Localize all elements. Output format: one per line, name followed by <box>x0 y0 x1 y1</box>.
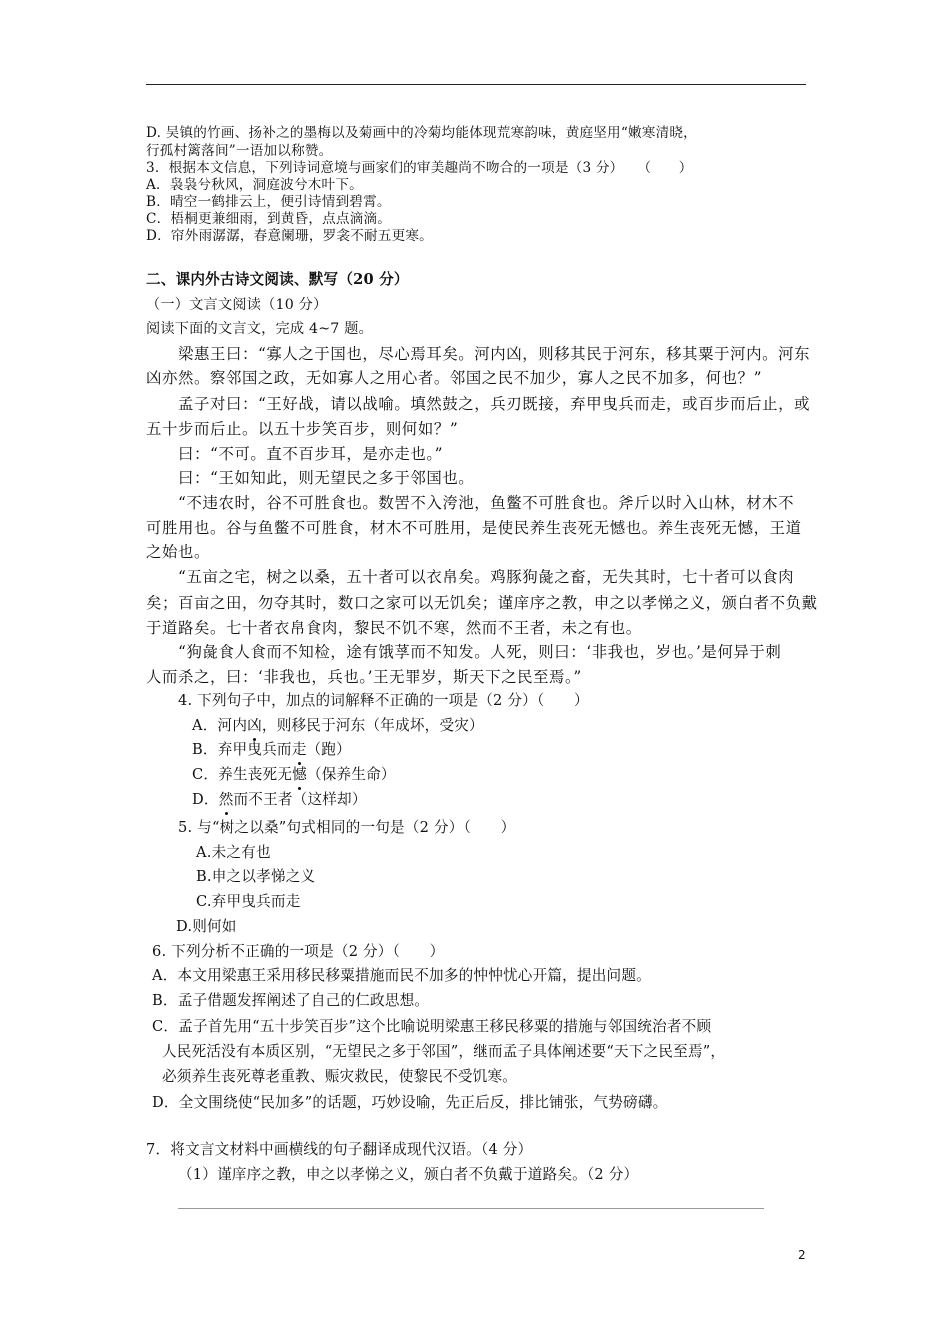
page-number: 2 <box>798 1248 806 1262</box>
q6-option-c-line1: C．孟子首先用“五十步笑百步”这个比喻说明梁惠王移民移粟的措施与邻国统治者不顾 <box>152 1018 712 1035</box>
q7-stem: 7．将文言文材料中画横线的句子翻译成现代汉语。（4 分） <box>146 1141 533 1158</box>
q5-option-a: A.未之有也 <box>196 844 271 861</box>
passage-p5-line3: 之始也。 <box>146 543 210 561</box>
passage-p5-line1: “不违农时，谷不可胜食也。数罟不入洿池，鱼鳖不可胜食也。斧斤以时入山林，材木不 <box>178 494 795 512</box>
q6-option-d: D．全文围绕使“民加多”的话题，巧妙设喻，先正后反，排比铺张，气势磅礴。 <box>152 1094 668 1111</box>
q4-option-c-pre: C．养生丧死无 <box>192 766 293 783</box>
q4-option-b-dotted-word: 走 <box>291 741 307 758</box>
passage-p6-line1: “五亩之宅，树之以桑，五十者可以衣帛矣。鸡豚狗彘之畜，无失其时，七十者可以食肉 <box>178 568 795 586</box>
q6-stem: 6. 下列分析不正确的一项是（2 分）（ ） <box>152 943 445 960</box>
q4-option-c <box>192 765 396 785</box>
answer-line[interactable] <box>178 1208 764 1209</box>
q4-option-d <box>192 790 367 810</box>
q3-option-b: B．晴空一鹤排云上，便引诗情到碧霄。 <box>146 194 391 210</box>
q3-stem: 3．根据本文信息，下列诗词意境与画家们的审美趣尚不吻合的一项是（3 分） （ ） <box>146 160 693 176</box>
q4-option-a <box>192 716 484 736</box>
q4-option-d-post: 而不王者（这样却） <box>233 791 367 808</box>
q5-option-d: D.则何如 <box>176 918 237 935</box>
passage-p6-line2: 矣；百亩之田，勿夺其时，数口之家可以无饥矣；谨庠序之教，申之以孝悌之义，颁白者不负戴 <box>146 594 818 612</box>
passage-p1-line2: 凶亦然。察邻国之政，无如寡人之用心者。邻国之民不加少，寡人之民不加多，何也？” <box>146 369 763 387</box>
passage-p4: 曰：“王如知此，则无望民之多于邻国也。 <box>178 469 475 487</box>
q4-option-b-post: （跑） <box>306 741 351 758</box>
reading-instruction: 阅读下面的文言文，完成 4~7 题。 <box>146 321 373 337</box>
passage-p7-line1: “狗彘食人食而不知检，途有饿莩而不知发。人死，则曰：‘非我也，岁也。’是何异于刺 <box>178 643 782 661</box>
q6-option-b: B．孟子借题发挥阐述了自己的仁政思想。 <box>152 992 430 1009</box>
q5-stem: 5. 与“树之以桑”句式相同的一句是（2 分）（ ） <box>178 819 516 836</box>
q4-option-d-dotted-word: 然 <box>218 791 234 808</box>
q6-option-c-line2: 人民死活没有本质区别，“无望民之多于邻国”，继而孟子具体阐述要“天下之民至焉”， <box>162 1043 726 1060</box>
passage-p1-line1: 梁惠王曰：“寡人之于国也，尽心焉耳矣。河内凶，则移其民于河东，移其粟于河内。河东 <box>178 345 811 363</box>
passage-p2-line2: 五十步而后止。以五十步笑百步，则何如？” <box>146 420 459 438</box>
passage-p7-line2: 人而杀之，曰：‘非我也，兵也。’王无罪岁，斯天下之民至焉。” <box>146 668 582 686</box>
q4-option-c-post: （保养生命） <box>306 766 396 783</box>
q5-option-c: C.弃甲曳兵而走 <box>196 893 301 910</box>
passage-p3: 曰：“不可。直不百步耳，是亦走也。” <box>178 445 444 463</box>
subsection-title: （一）文言文阅读（10 分） <box>146 297 328 313</box>
q6-option-a: A．本文用梁惠王采用移民移粟措施而民不加多的忡忡忧心开篇，提出问题。 <box>152 967 651 984</box>
q4-stem: 4. 下列句子中，加点的词解释不正确的一项是（2 分）（ ） <box>178 692 589 709</box>
header-rule <box>146 84 806 85</box>
q3-option-d: D．帘外雨潺潺，春意阑珊，罗衾不耐五更寒。 <box>146 228 433 244</box>
q3-option-c: C．梧桐更兼细雨，到黄昏，点点滴滴。 <box>146 211 392 227</box>
q6-option-c-line3: 必须养生丧死尊老重教、赈灾救民，使黎民不受饥寒。 <box>162 1068 518 1085</box>
passage-p6-line3: 于道路矣。七十者衣帛食肉，黎民不饥不寒，然而不王者，未之有也。 <box>146 619 642 637</box>
section-title: 二、课内外古诗文阅读、默写（20 分） <box>146 271 409 288</box>
passage-p2-line1: 孟子对曰：“王好战，请以战喻。填然鼓之，兵刃既接，弃甲曳兵而走，或百步而后止，或 <box>178 395 811 413</box>
q4-option-b <box>192 740 351 760</box>
q5-option-b: B.申之以孝悌之义 <box>196 868 316 885</box>
q4-option-a-dotted-word: 凶 <box>247 717 262 734</box>
q4-option-c-dotted-word: 憾 <box>292 766 307 783</box>
q2-option-d-line1: D. 吴镇的竹画、扬补之的墨梅以及菊画中的冷菊均能体现荒寒韵味，黄庭坚用“嫩寒清晓， <box>146 125 697 141</box>
q2-option-d-line2: 行孤村篱落间”一语加以称赞。 <box>146 143 333 159</box>
q3-option-a: A．袅袅兮秋风，洞庭波兮木叶下。 <box>146 177 363 193</box>
q4-option-a-post: ，则移民于河东（年成坏，受灾） <box>261 717 484 734</box>
q4-option-d-pre: D． <box>192 791 219 808</box>
q4-option-a-pre: A．河内 <box>192 717 248 734</box>
passage-p5-line2: 可胜用也。谷与鱼鳖不可胜食，材木不可胜用，是使民养生丧死无憾也。养生丧死无憾，王道 <box>146 519 802 537</box>
q7-sub1: （1）谨庠序之教，申之以孝悌之义，颁白者不负戴于道路矣。（2 分） <box>178 1166 639 1183</box>
q4-option-b-pre: B．弃甲曳兵而 <box>192 741 292 758</box>
